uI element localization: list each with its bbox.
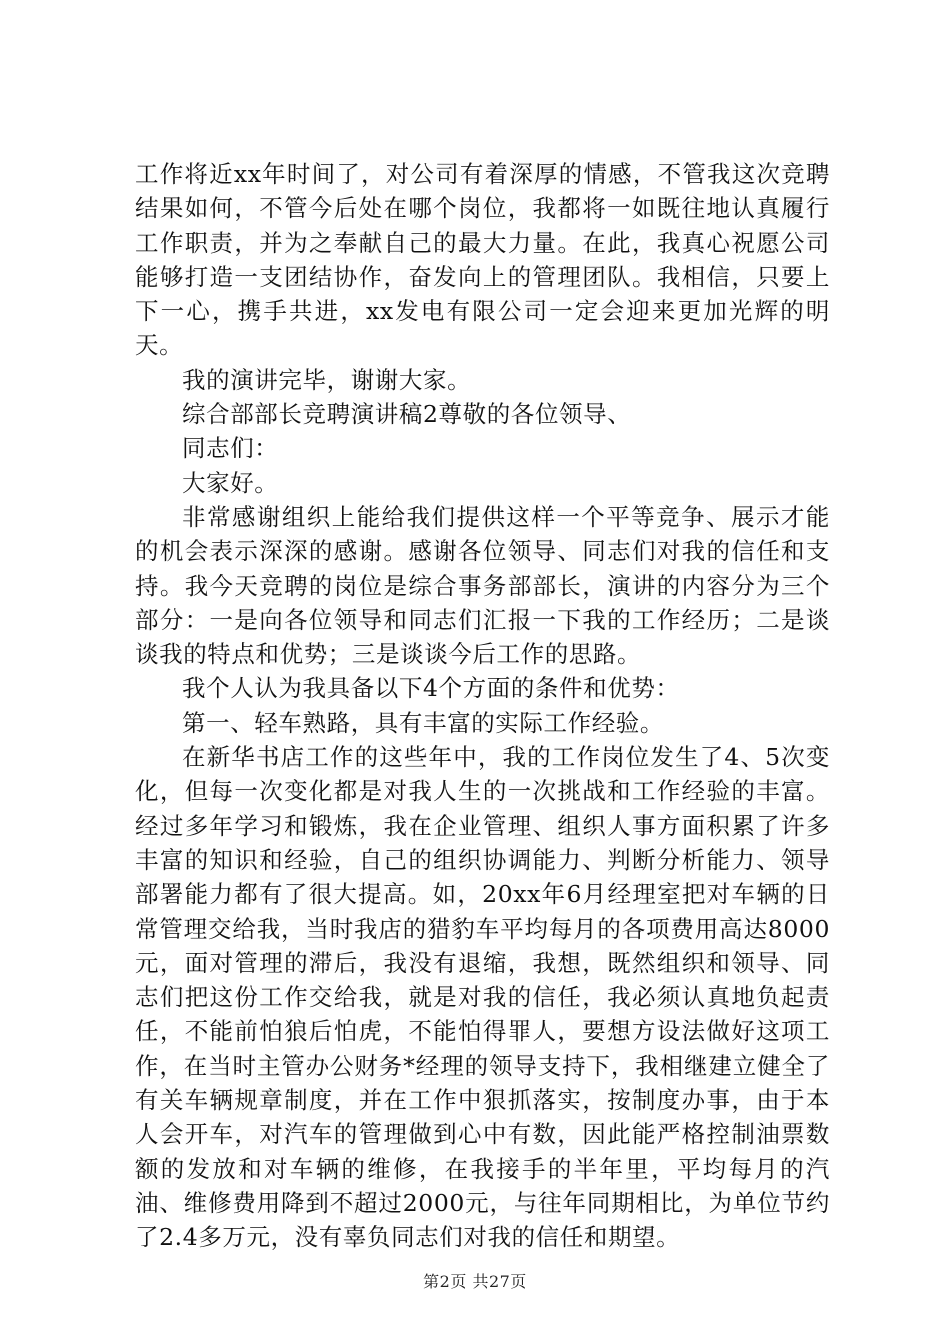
paragraph-advantages-intro: 我个人认为我具备以下4个方面的条件和优势：: [182, 674, 680, 703]
paragraph-closing-remarks: 工作将近xx年时间了，对公司有着深厚的情感，不管我这次竞聘结果如何，不管今后处在哪个岗位，我都将一如既往地认真履行工作职责，并为之奉献自己的最大力量。在此，我真心祝愿公司能够打造一支团结协作，奋发向上的管理团队。我相信，只要上下一心，携手共进，xx发电有限公司一定会迎来更加光辉的明天。: [135, 160, 830, 360]
paragraph-first-advantage: 第一、轻车熟路，具有丰富的实际工作经验。: [182, 708, 664, 737]
document-body: [135, 157, 830, 1255]
paragraph-second-speech-title: 综合部部长竞聘演讲稿2尊敬的各位领导、: [182, 400, 632, 429]
page-number-footer: 第2页 共27页: [423, 1272, 527, 1291]
paragraph-speech-end: 我的演讲完毕，谢谢大家。: [182, 365, 472, 394]
paragraph-work-experience: 在新华书店工作的这些年中，我的工作岗位发生了4、5次变化，但每一次变化都是对我人生的一次挑战和工作经验的丰富。经过多年学习和锻炼，我在企业管理、组织人事方面积累了许多丰富的知识和经验，自己的组织协调能力、判断分析能力、领导部署能力都有了很大提高。如，20xx年6月经理室把对车辆的日常管理交给我，当时我店的猎豹车平均每月的各项费用高达8000元，面对管理的滞后，我没有退缩，我想，既然组织和领导、同志们把这份工作交给我，就是对我的信任，我必须认真地负起责任，不能前怕狼后怕虎，不能怕得罪人，要想方设法做好这项工作，在当时主管办公财务*经理的领导支持下，我相继建立健全了有关车辆规章制度，并在工作中狠抓落实，按制度办事，由于本人会开车，对汽车的管理做到心中有数，因此能严格控制油票数额的发放和对车辆的维修，在我接手的半年里，平均每月的汽油、维修费用降到不超过2000元，与往年同期相比，为单位节约了2.4多万元，没有辜负同志们对我的信任和期望。: [135, 743, 830, 1252]
paragraph-salutation: 同志们：: [182, 434, 279, 463]
paragraph-introduction: 非常感谢组织上能给我们提供这样一个平等竞争、展示才能的机会表示深深的感谢。感谢各位领导、同志们对我的信任和支持。我今天竞聘的岗位是综合事务部部长，演讲的内容分为三个部分：一是向各位领导和同志们汇报一下我的工作经历；二是谈谈我的特点和优势；三是谈谈今后工作的思路。: [135, 502, 830, 669]
paragraph-greeting: 大家好。: [182, 468, 279, 497]
